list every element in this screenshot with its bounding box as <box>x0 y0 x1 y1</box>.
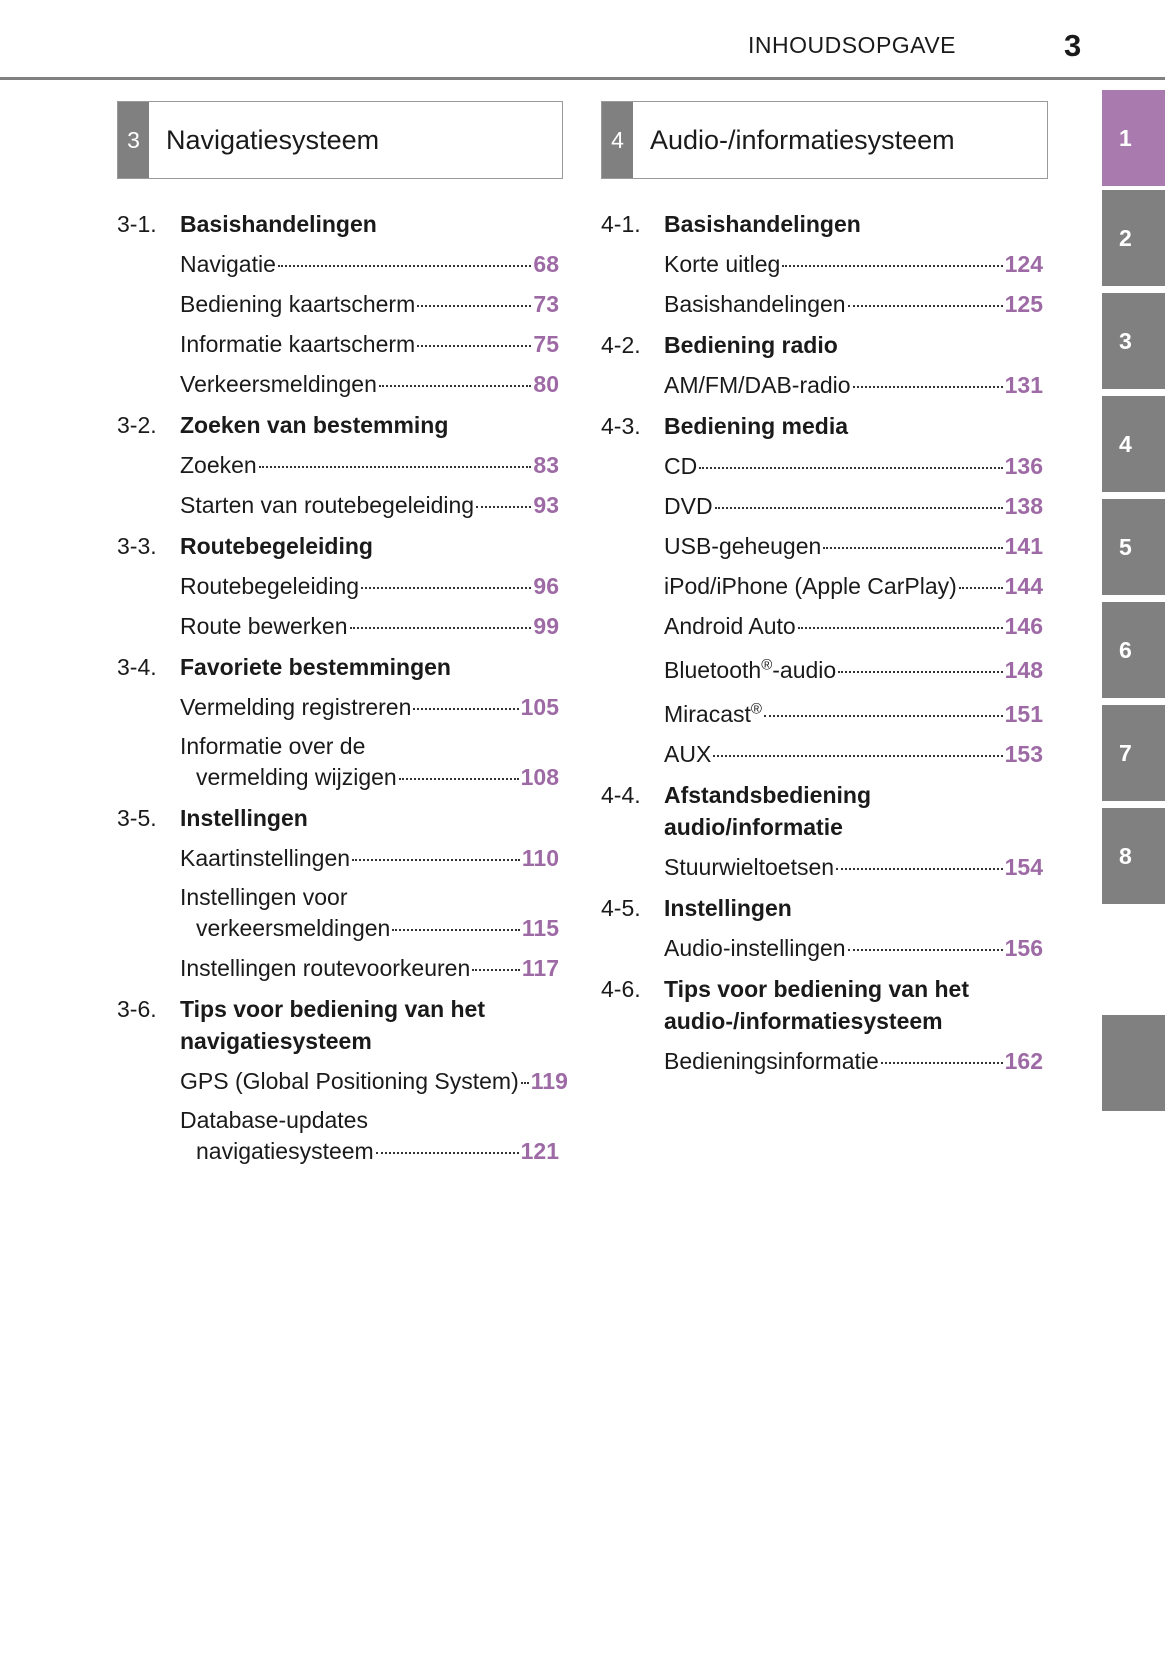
toc-entry[interactable] <box>180 610 559 642</box>
dot-leader <box>853 386 1003 388</box>
dot-leader <box>782 265 1002 267</box>
dot-leader <box>848 305 1003 307</box>
page-link[interactable]: 99 <box>533 613 559 639</box>
dot-leader <box>838 671 1002 673</box>
toc-entry-label: CD <box>664 453 698 479</box>
toc-entry-label: Database-updates <box>180 1107 368 1133</box>
toc-entry-label: DVD <box>664 493 713 519</box>
dot-leader <box>713 755 1002 757</box>
page-link[interactable]: 151 <box>1004 701 1043 727</box>
chapter-number: 3-3. <box>117 533 157 559</box>
page-link[interactable]: 117 <box>521 955 559 981</box>
chapter-title: Instellingen <box>664 895 792 921</box>
toc-entry-line <box>180 913 559 944</box>
tab-index[interactable] <box>1102 1015 1165 1111</box>
header-title: INHOUDSOPGAVE <box>748 32 956 58</box>
chapter-number: 3-6. <box>117 996 157 1022</box>
section-number: 4 <box>602 102 633 178</box>
toc-entry[interactable] <box>664 610 1043 642</box>
toc-entry-label: Verkeersmeldingen <box>180 371 377 397</box>
chapter-heading <box>601 779 1043 843</box>
toc-entry[interactable] <box>664 369 1043 401</box>
dot-leader <box>379 385 532 387</box>
toc-entry-label: Routebegeleiding <box>180 573 360 599</box>
toc-entry[interactable] <box>664 530 1043 562</box>
tab-chapter-5[interactable]: 5 <box>1102 499 1165 595</box>
toc-entry[interactable] <box>664 851 1043 883</box>
toc-entry[interactable] <box>664 248 1043 280</box>
chapter-heading <box>117 651 559 683</box>
chapter-title: Instellingen <box>180 805 308 831</box>
chapter-title: Afstandsbediening audio/informatie <box>664 782 872 840</box>
toc-entry-label: Vermelding registreren <box>180 694 412 720</box>
toc-entry[interactable] <box>664 698 1043 730</box>
page-link[interactable]: 144 <box>1004 573 1043 599</box>
toc-entry[interactable] <box>180 842 559 874</box>
page-link[interactable]: 138 <box>1004 493 1043 519</box>
chapter-heading <box>601 329 1043 361</box>
page-link[interactable]: 148 <box>1004 657 1043 683</box>
dot-leader <box>376 1152 519 1154</box>
toc-entry[interactable] <box>664 738 1043 770</box>
dot-leader <box>399 778 519 780</box>
toc-entry[interactable] <box>664 932 1043 964</box>
toc-entry-label: iPod/iPhone (Apple CarPlay) <box>664 573 957 599</box>
chapter-title: Routebegeleiding <box>180 533 373 559</box>
tab-chapter-1[interactable]: 1 <box>1102 90 1165 186</box>
chapter-number: 3-5. <box>117 805 157 831</box>
toc-entry[interactable] <box>664 570 1043 602</box>
toc-entry-label: Miracast® <box>664 700 762 727</box>
tab-chapter-2[interactable]: 2 <box>1102 190 1165 286</box>
chapter-number: 4-4. <box>601 782 641 808</box>
chapter-title: Favoriete bestemmingen <box>180 654 451 680</box>
page-link[interactable]: 119 <box>530 1068 568 1094</box>
toc-entry[interactable] <box>664 1045 1043 1077</box>
toc-column-audio <box>601 208 1043 1077</box>
toc-entry[interactable] <box>180 328 559 360</box>
toc-entry-label: Korte uitleg <box>664 251 781 277</box>
toc-entry-label: AUX <box>664 741 712 767</box>
dot-leader <box>259 466 532 468</box>
page-link[interactable]: 146 <box>1004 613 1043 639</box>
chapter-title: Bediening radio <box>664 332 838 358</box>
page-link[interactable]: 96 <box>533 573 559 599</box>
chapter-title: Basishandelingen <box>180 211 377 237</box>
page-link[interactable]: 124 <box>1004 251 1043 277</box>
chapter-number: 4-5. <box>601 895 641 921</box>
dot-leader <box>352 859 520 861</box>
toc-entry[interactable] <box>664 490 1043 522</box>
toc-entry[interactable] <box>180 489 559 521</box>
toc-entry[interactable] <box>180 691 559 723</box>
chapter-title: Tips voor bediening van het navigatiesysteem <box>180 996 486 1054</box>
dot-leader <box>959 587 1003 589</box>
toc-entry-label: Instellingen routevoorkeuren <box>180 955 471 981</box>
toc-entry-label: Informatie over de <box>180 733 366 759</box>
dot-leader <box>476 506 531 508</box>
dot-leader <box>836 868 1003 870</box>
chapter-heading <box>117 802 559 834</box>
chapter-heading <box>117 208 559 240</box>
toc-entry[interactable] <box>180 570 559 602</box>
toc-entry-label: Route bewerken <box>180 613 348 639</box>
page-number: 3 <box>1064 28 1082 63</box>
toc-column-navigatie <box>117 208 568 1167</box>
dot-leader <box>521 1082 529 1084</box>
section-title: Navigatiesysteem <box>166 124 380 155</box>
page-link[interactable]: 115 <box>521 915 559 941</box>
dot-leader <box>417 305 531 307</box>
toc-entry-label: AM/FM/DAB-radio <box>664 372 851 398</box>
section-header-navigatie <box>117 101 563 179</box>
toc-entry-label: USB-geheugen <box>664 533 822 559</box>
chapter-heading <box>601 973 1043 1037</box>
page-link[interactable]: 93 <box>533 492 559 518</box>
dot-leader <box>848 949 1003 951</box>
toc-entry-label: Stuurwieltoetsen <box>664 854 835 880</box>
chapter-title: Basishandelingen <box>664 211 861 237</box>
dot-leader <box>764 715 1003 717</box>
tab-chapter-6[interactable]: 6 <box>1102 602 1165 698</box>
page-link[interactable]: 156 <box>1004 935 1043 961</box>
registered-mark: ® <box>761 656 773 674</box>
dot-leader <box>278 265 532 267</box>
chapter-number: 4-6. <box>601 976 641 1002</box>
chapter-number: 3-2. <box>117 412 157 438</box>
dot-leader <box>881 1062 1003 1064</box>
dot-leader <box>392 929 520 931</box>
toc-entry-label: GPS (Global Positioning System) <box>180 1068 519 1094</box>
chapter-title: Bediening media <box>664 413 849 439</box>
page-link[interactable]: 68 <box>533 251 559 277</box>
toc-entry-label: Bluetooth®-audio <box>664 656 837 683</box>
page-link[interactable]: 125 <box>1004 291 1043 317</box>
dot-leader <box>361 587 531 589</box>
registered-mark: ® <box>750 700 762 718</box>
chapter-heading <box>601 410 1043 442</box>
chapter-number: 4-3. <box>601 413 641 439</box>
chapter-title: Tips voor bediening van het audio-/informatiesysteem <box>664 976 970 1034</box>
toc-entry-label: Navigatie <box>180 251 276 277</box>
toc-entry-label: Zoeken <box>180 452 257 478</box>
page-link[interactable]: 136 <box>1004 453 1043 479</box>
toc-entry-label: Bedieningsinformatie <box>664 1048 879 1074</box>
dot-leader <box>472 969 520 971</box>
page-link[interactable]: 131 <box>1004 372 1043 398</box>
page-link[interactable]: 83 <box>533 452 559 478</box>
chapter-number: 3-1. <box>117 211 157 237</box>
toc-entry-label: Bediening kaartscherm <box>180 291 416 317</box>
toc-entry[interactable] <box>180 731 559 793</box>
toc-entry-label: Informatie kaartscherm <box>180 331 416 357</box>
chapter-heading <box>601 892 1043 924</box>
page-link[interactable]: 108 <box>520 764 559 790</box>
chapter-heading <box>117 409 559 441</box>
chapter-heading <box>117 530 559 562</box>
section-header-audio <box>601 101 1048 179</box>
dot-leader <box>798 627 1003 629</box>
chapter-heading <box>601 208 1043 240</box>
page-link[interactable]: 73 <box>533 291 559 317</box>
page-link[interactable]: 80 <box>533 371 559 397</box>
chapter-heading <box>117 993 559 1057</box>
page-link[interactable]: 75 <box>533 331 559 357</box>
page-link[interactable]: 121 <box>520 1138 559 1164</box>
page-link[interactable]: 110 <box>521 845 559 871</box>
toc-entry[interactable] <box>180 248 559 280</box>
page-link[interactable]: 141 <box>1004 533 1043 559</box>
page-link[interactable]: 153 <box>1004 741 1043 767</box>
toc-entry-label: vermelding wijzigen <box>196 764 397 790</box>
toc-entry[interactable] <box>180 952 559 984</box>
toc-entry[interactable] <box>180 1065 568 1097</box>
page-link[interactable]: 154 <box>1004 854 1043 880</box>
dot-leader <box>350 627 532 629</box>
toc-entry[interactable] <box>180 1105 559 1167</box>
toc-entry-label: Audio-instellingen <box>664 935 846 961</box>
tab-chapter-3[interactable]: 3 <box>1102 293 1165 389</box>
dot-leader <box>699 467 1002 469</box>
toc-entry-label: Basishandelingen <box>664 291 846 317</box>
toc-entry-line <box>180 1136 559 1167</box>
dot-leader <box>715 507 1003 509</box>
chapter-title: Zoeken van bestemming <box>180 412 449 438</box>
toc-entry[interactable] <box>180 449 559 481</box>
dot-leader <box>823 547 1002 549</box>
toc-entry[interactable] <box>180 368 559 400</box>
page-link[interactable]: 105 <box>520 694 559 720</box>
page-link[interactable]: 162 <box>1004 1048 1043 1074</box>
chapter-number: 4-2. <box>601 332 641 358</box>
toc-entry[interactable] <box>664 450 1043 482</box>
dot-leader <box>417 345 531 347</box>
section-number: 3 <box>118 102 149 178</box>
tab-chapter-4[interactable]: 4 <box>1102 396 1165 492</box>
toc-entry-line <box>180 762 559 793</box>
toc-entry[interactable] <box>180 882 559 944</box>
dot-leader <box>413 708 518 710</box>
toc-entry-label: navigatiesysteem <box>196 1138 374 1164</box>
chapter-number: 3-4. <box>117 654 157 680</box>
section-title: Audio-/informatiesysteem <box>650 124 955 155</box>
toc-entry-label: Instellingen voor <box>180 884 348 910</box>
toc-entry[interactable] <box>664 288 1043 320</box>
chapter-number: 4-1. <box>601 211 641 237</box>
toc-entry-label: Starten van routebegeleiding <box>180 492 475 518</box>
toc-entry-label: verkeersmeldingen <box>196 915 391 941</box>
toc-entry-label: Kaartinstellingen <box>180 845 351 871</box>
tab-chapter-8[interactable]: 8 <box>1102 808 1165 904</box>
toc-entry[interactable] <box>180 288 559 320</box>
header-rule <box>0 77 1165 80</box>
tab-chapter-7[interactable]: 7 <box>1102 705 1165 801</box>
toc-entry[interactable] <box>664 654 1043 686</box>
toc-entry-label: Android Auto <box>664 613 796 639</box>
